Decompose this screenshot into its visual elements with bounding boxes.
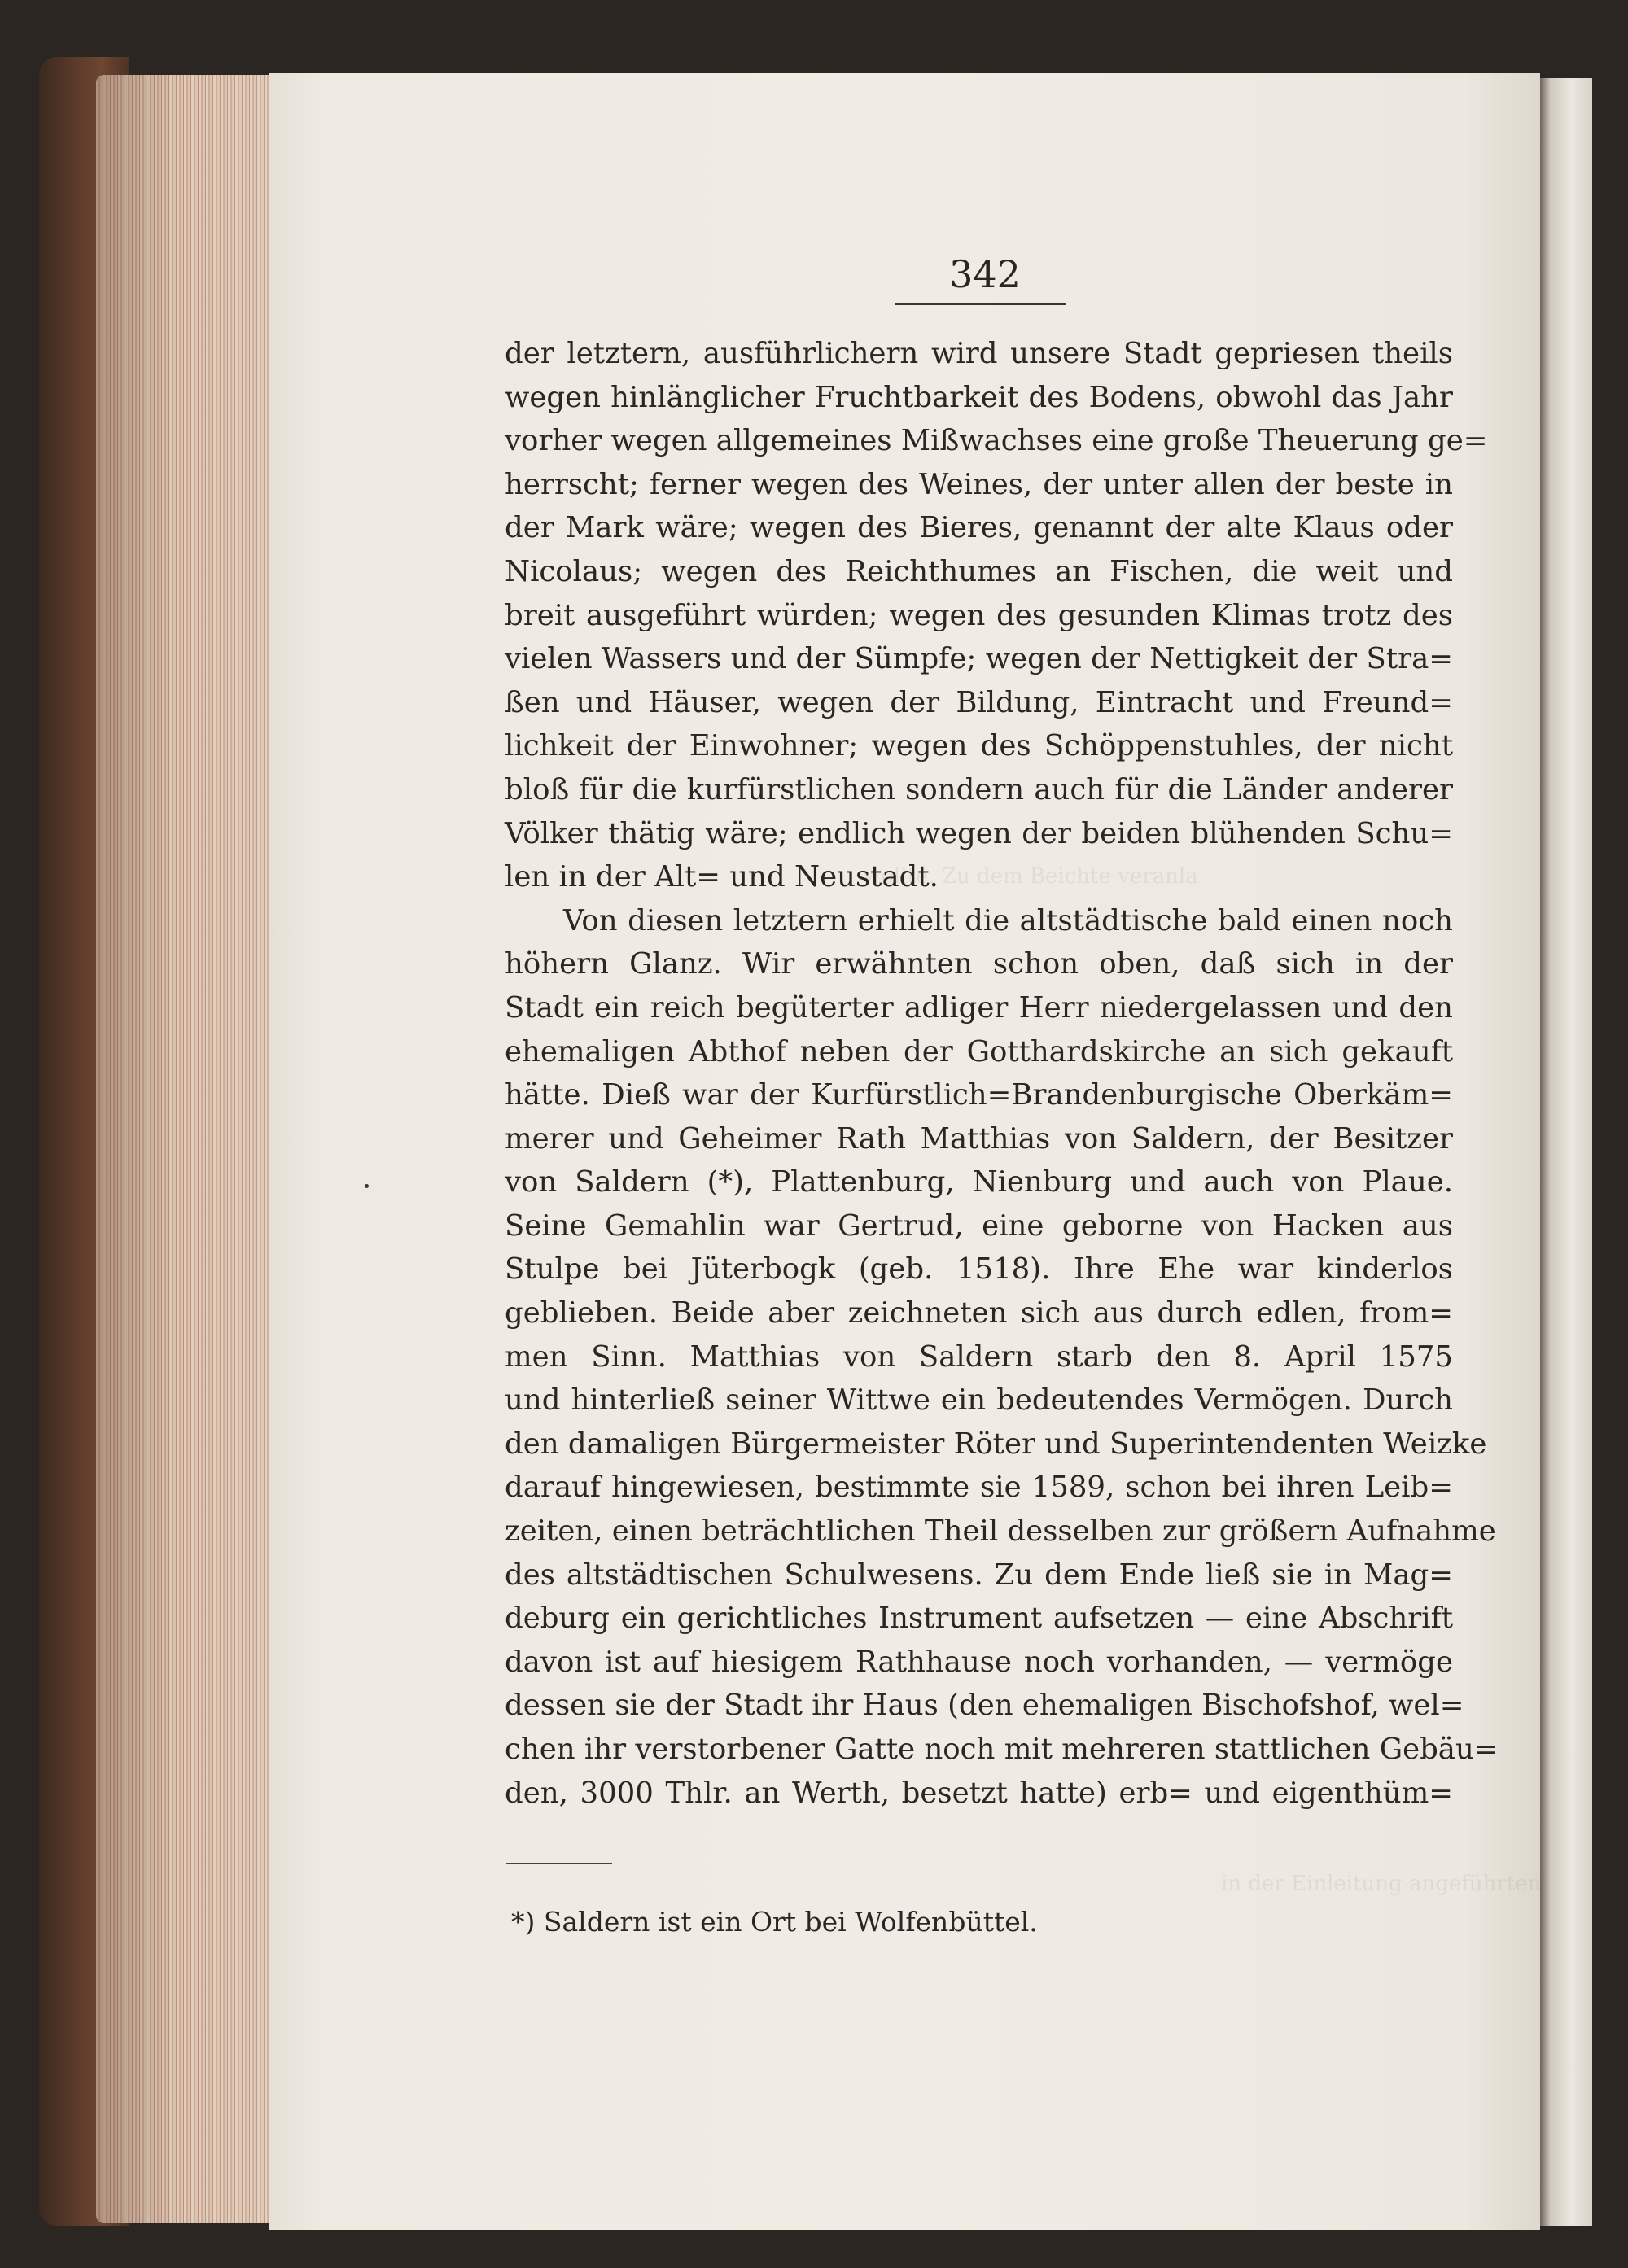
text-line: men Sinn. Matthias von Saldern starb den 8. April 1575	[505, 1339, 1453, 1374]
text-line: Nicolaus; wegen des Reichthumes an Fischen, die weit und	[505, 554, 1453, 588]
text-line: des altstädtischen Schulwesens. Zu dem Ende ließ sie in Mag=	[505, 1558, 1453, 1592]
text-line: len in der Alt= und Neustadt.	[505, 860, 939, 894]
body-text	[505, 332, 1499, 1815]
footnote-rule	[506, 1863, 612, 1864]
footnote: *) Saldern ist ein Ort bei Wolfenbüttel.	[511, 1906, 1038, 1938]
text-line: höhern Glanz. Wir erwähnten schon oben, daß sich in der	[505, 947, 1453, 981]
bleed-through: wollte. Zu dem Beichte veranla	[863, 864, 1198, 889]
text-line: den, 3000 Thlr. an Werth, besetzt hatte) erb= und eigenthüm=	[505, 1776, 1453, 1810]
text-line: vielen Wassers und der Sümpfe; wegen der Nettigkeit der Stra=	[505, 642, 1453, 676]
paragraph-start-line: Von diesen letztern erhielt die altstädtische bald einen noch	[563, 903, 1453, 937]
text-line: von Saldern (*), Plattenburg, Nienburg und auch von Plaue.	[505, 1165, 1453, 1200]
text-line: herrscht; ferner wegen des Weines, der unter allen der beste in	[505, 467, 1453, 501]
text-line: lichkeit der Einwohner; wegen des Schöppenstuhles, der nicht	[505, 729, 1453, 763]
text-line: wegen hinlänglicher Fruchtbarkeit des Bodens, obwohl das Jahr	[505, 380, 1453, 414]
text-line: Stulpe bei Jüterbogk (geb. 1518). Ihre Ehe war kinderlos	[505, 1252, 1453, 1287]
text-line: Völker thätig wäre; endlich wegen der beiden blühenden Schu=	[505, 816, 1453, 850]
text-line: und hinterließ seiner Wittwe ein bedeutendes Vermögen. Durch	[505, 1383, 1453, 1418]
text-line: ßen und Häuser, wegen der Bildung, Eintracht und Freund=	[505, 685, 1453, 719]
page-number: 342	[949, 252, 1021, 296]
page-edges-shadow	[96, 75, 279, 2223]
text-line: vorher wegen allgemeines Mißwachses eine große Theuerung ge=	[505, 424, 1488, 458]
text-line: merer und Geheimer Rath Matthias von Saldern, der Besitzer	[505, 1121, 1453, 1156]
text-line: dessen sie der Stadt ihr Haus (den ehemaligen Bischofshof, wel=	[505, 1689, 1464, 1723]
text-line: Stadt ein reich begüterter adliger Herr niedergelassen und den	[505, 990, 1453, 1025]
facing-page-edge	[1540, 78, 1592, 2226]
text-line: der Mark wäre; wegen des Bieres, genannt der alte Klaus oder	[505, 511, 1453, 545]
margin-mark	[365, 1184, 369, 1188]
header-rule	[895, 303, 1066, 305]
text-line: zeiten, einen beträchtlichen Theil desselben zur größern Aufnahme	[505, 1514, 1496, 1549]
text-line: breit ausgeführt würden; wegen des gesunden Klimas trotz des	[505, 598, 1453, 632]
bleed-through: in der Einleitung angeführten	[1221, 1872, 1542, 1896]
text-line: chen ihr verstorbener Gatte noch mit mehreren stattlichen Gebäu=	[505, 1733, 1499, 1766]
text-line: den damaligen Bürgermeister Röter und Superintendenten Weizke	[505, 1427, 1487, 1461]
text-line: hätte. Dieß war der Kurfürstlich=Brandenburgische Oberkäm=	[505, 1078, 1453, 1112]
text-line: ehemaligen Abthof neben der Gotthardskirche an sich gekauft	[505, 1034, 1453, 1068]
text-line: bloß für die kurfürstlichen sondern auch für die Länder anderer	[505, 772, 1453, 806]
text-line: geblieben. Beide aber zeichneten sich aus durch edlen, from=	[505, 1296, 1453, 1331]
text-line: davon ist auf hiesigem Rathhause noch vorhanden, — vermöge	[505, 1645, 1453, 1679]
text-line: darauf hingewiesen, bestimmte sie 1589, schon bei ihren Leib=	[505, 1470, 1453, 1505]
text-line: der letztern, ausführlichern wird unsere Stadt gepriesen theils	[505, 337, 1453, 370]
text-line: deburg ein gerichtliches Instrument aufsetzen — eine Abschrift	[505, 1602, 1453, 1636]
text-line: Seine Gemahlin war Gertrud, eine geborne von Hacken aus	[505, 1208, 1453, 1243]
